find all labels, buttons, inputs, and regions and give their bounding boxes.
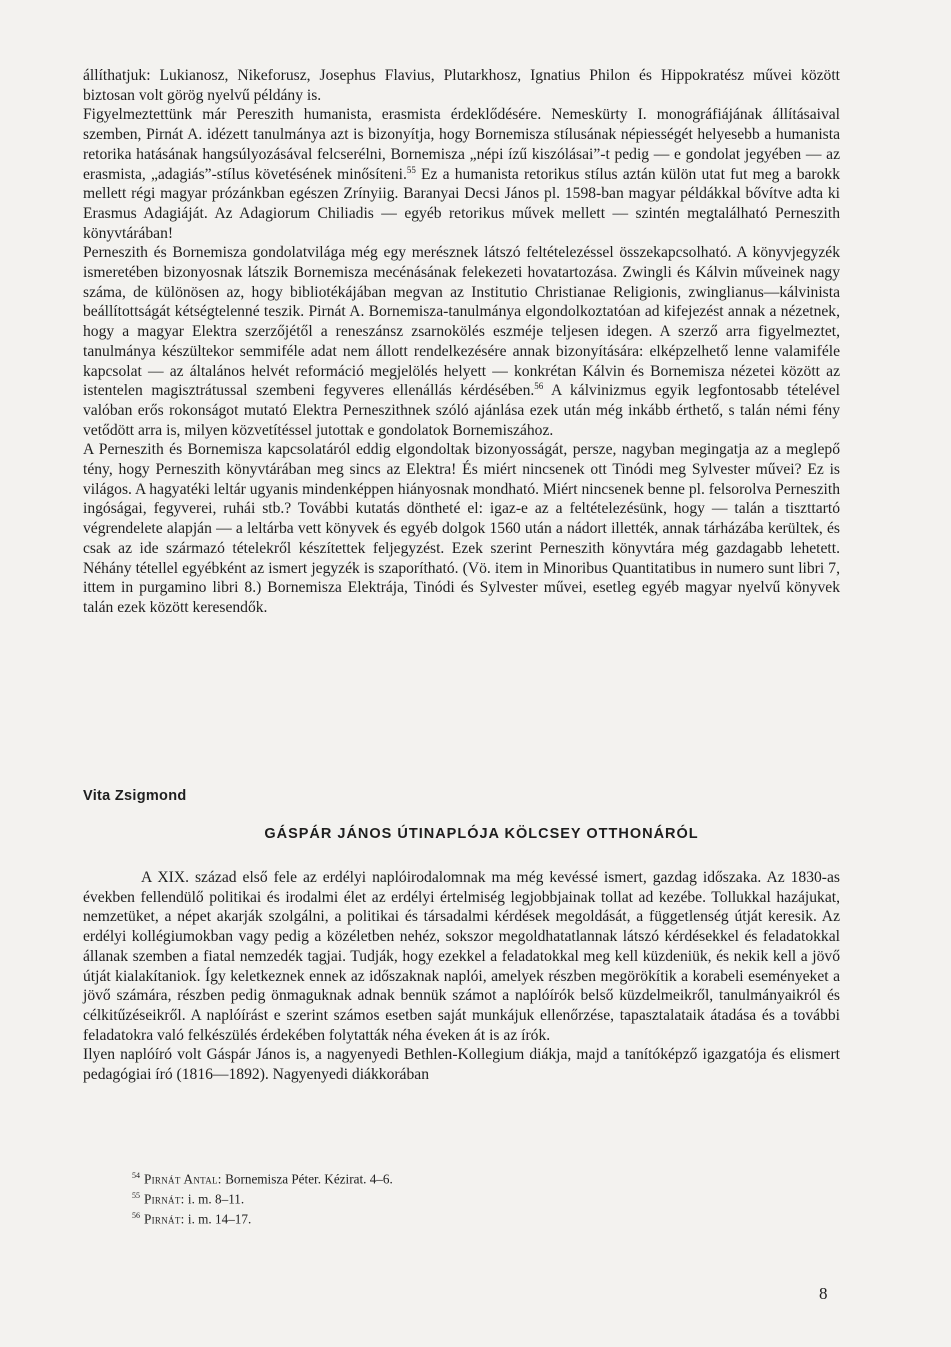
footnote xyxy=(132,1188,393,1208)
footnote-author: Pirnát: xyxy=(144,1211,185,1227)
paragraph-text: A kálvinizmus egyik legfontosabb tételével valóban erős rokonságot mutató Elektra Perneszithnek szóló ajánlása ezek után még inkább érthető, s talán némi fény vetődött arra is, milyen közvetítéssel jutottak e gondolatok Bornemiszához. xyxy=(83,382,840,439)
footnote-ref: 55 xyxy=(406,164,416,175)
footnote xyxy=(132,1168,393,1188)
footnote-author: Pirnát: xyxy=(144,1191,185,1207)
paragraph-text: Ez a humanista retorikus stílus aztán külön utat fut meg a barokk mellett régi magyar prózánkban egészen Zrínyiig. Baranyai Decsi János pl. 1598-ban magyar példákkal bővítve adta ki Erasmus Adagiáját. Az Adagiorum Chiliadis — egyéb retorikus művek mellett — szintén megtalálható Perneszith könyvtárában! xyxy=(83,165,841,242)
footnote-author: Pirnát Antal: xyxy=(144,1171,222,1187)
paragraph xyxy=(83,105,840,243)
paragraph-text: Perneszith és Bornemisza gondolatvilága még egy merésznek látszó feltételezéssel összekapcsolható. A könyvjegyzék ismeretében bizonyosnak látszik Bornemisza mecénásának felekezeti hovatartozása. Zwingli és Kálvin műveinek nagy száma, de különösen az, hogy bibliotékájában megvan az Institutio Christianae Religionis, zwinglianus—kálvinista beállítottságát kétségtelenné teszik. Pirnát A. Bornemisza-tanulmánya elgondolkoztatóan ad kifejezést annak a nézetnek, hogy a magyar Elektra szerzőjétől a reneszánsz zsarnokölés eszméje teljesen idegen. A szerző arra figyelmeztet, tanulmánya készültekor semmiféle adat nem állott rendelkezésére annak bizonyítására: elképzelhető lenne valamiféle kapcsolat — az általános helvét reformáció megjelölés helyett — konkrétan Kálvin és Bornemisza nézetei között az istentelen magisztrátussal szembeni fegyveres ellenállás kérdésében. xyxy=(83,244,840,400)
footnote-mark: 55 xyxy=(132,1190,140,1200)
paragraph: A XIX. század első fele az erdélyi naplóirodalomnak ma még kevéssé ismert, gazdag időszaka. Az 1830-as években fellendülő politikai és irodalmi élet az erdélyi értelmiség legjobbjainak tollat ad kezébe. Tollukkal hazájukat, nemzetüket, a népet akarják szolgálni, a politikai és társadalmi kérdések megoldását, a függetlenség útját keresik. Az erdélyi kollégiumokban vagy pedig a közéletben nehéz, sokszor megoldhatatlannak látszó kérdésekkel és feladatokkal állanak szemben a fiatal nemzedék tagjai. Tudják, hogy ezekkel a feladatokkal meg kell küzdeniük, és nekik kell a jövő útját kialakítaniok. Így keletkeznek ennek az időszaknak naplói, amelyek részben megörökítik a korabeli eseményeket a jövő számára, részben pedig önmaguknak adnak bennük számot a naplóírók belső küzdelmeikről, tanulmányaikról és célkitűzéseikről. A naplóírást e szerint számos esetben saját munkájuk ellenőrzése, tapasztalataik átadása és a további feladatokra való felkészülés érdekében folytatták néha éveken át is az írók. xyxy=(83,869,840,1044)
footnote-mark: 54 xyxy=(132,1171,140,1180)
paragraph: állíthatjuk: Lukianosz, Nikeforusz, Josephus Flavius, Plutarkhosz, Ignatius Philon és Hippokratész művei között biztosan volt görög nyelvű példány is. xyxy=(83,67,840,104)
footnotes xyxy=(132,1168,393,1228)
continued-text xyxy=(83,66,840,618)
paragraph: A Perneszith és Bornemisza kapcsolatáról eddig elgondoltak bizonyosságát, persze, nagyban megingatja az a meglepő tény, hogy Perneszith könyvtárában meg sincs az Elektra! És miért nincsenek ott Tinódi meg Sylvester művei? Ez is világos. A hagyatéki leltár ugyanis mindenképpen hiányosnak mondható. Miért nincsenek benne pl. felsorolva Perneszith ingóságai, fegyverei, ruhái stb.? További kutatás döntheté el: igaz-e az a feltételezésünk, hogy — talán a tiszttartó végrendelete alapján — a leltárba vett könyvek és egyéb dolgok 1560 után a nádort illették, annak tárházába kerültek, és csak az ide származó tételekről készítettek feljegyzést. Ezek szerint Perneszith könyvtára még gazdagabb lehetett. Néhány tétellel egyébként az ismert jegyzék is szaporítható. (Vö. item in Minoribus Quantitatibus in numero sunt libri 7, ittem in purgamino libri 8.) Bornemisza Elektrája, Tinódi és Sylvester művei, esetleg egyéb magyar nyelvű könyvek talán ezek között keresendők. xyxy=(83,441,840,616)
footnote-text: i. m. 14–17. xyxy=(184,1211,252,1227)
paragraph: Ilyen naplóíró volt Gáspár János is, a nagyenyedi Bethlen-Kollegium diákja, majd a tanítóképző igazgatója és elismert pedagógiai író (1816—1892). Nagyenyedi diákkorában xyxy=(83,1046,840,1084)
footnote-mark: 56 xyxy=(132,1210,140,1220)
footnote-text: Bornemisza Péter. Kézirat. 4–6. xyxy=(221,1171,393,1187)
footnote-ref: 56 xyxy=(534,381,544,392)
article-body xyxy=(83,868,840,1085)
article-title: GÁSPÁR JÁNOS ÚTINAPLÓJA KÖLCSEY OTTHONÁRÓL xyxy=(264,826,699,842)
paragraph-text: Figyelmeztettünk már Pereszith humanista, erasmista érdeklődésére. Nemeskürty I. monográfiájának állításaival szemben, Pirnát A. idézett tanulmánya azt is bizonyítja, hogy Bornemisza stílusának népiességét helyesebb a humanista retorika hatásának hangsúlyozásával felcserélni, Bornemisza „népi ízű kiszólásai”-t pedig — e gondolat jegyében — az erasmista, „adagiás”-stílus követésének minősíteni. xyxy=(83,106,840,183)
paragraph xyxy=(83,243,840,440)
footnote xyxy=(132,1208,393,1228)
article-author: Vita Zsigmond xyxy=(83,788,187,804)
footnote-text: i. m. 8–11. xyxy=(184,1191,245,1207)
page-number: 8 xyxy=(819,1284,828,1303)
